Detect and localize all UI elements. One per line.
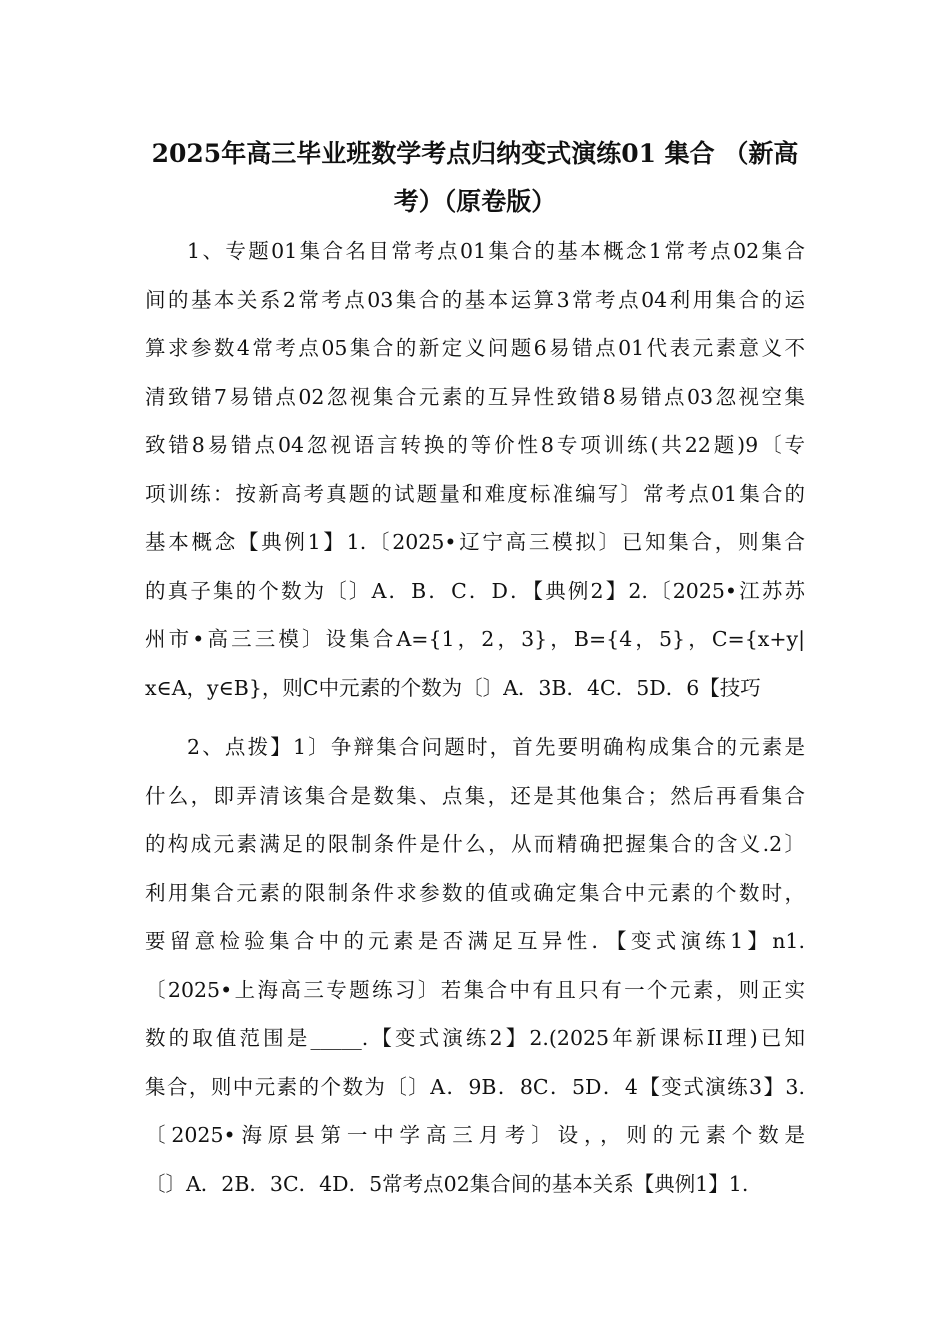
paragraph-1-line-6: 项训练：按新高考真题的试题量和难度标准编写〕常考点01集合的	[145, 481, 805, 506]
paragraph-1-line-8: 的真子集的个数为〔〕A．B．C．D．【典例2】2.〔2025•江苏苏	[145, 578, 805, 603]
paragraph-1-line-9: 州市•高三三模〕设集合A={1，2，3}，B={4，5}，C={x+y|	[145, 627, 805, 651]
paragraph-2-line-4: 利用集合元素的限制条件求参数的值或确定集合中元素的个数时，	[145, 880, 805, 905]
paragraph-2-line-9: 〔2025•海原县第一中学高三月考〕设，，则的元素个数是	[145, 1123, 805, 1147]
paragraph-2-line-5: 要留意检验集合中的元素是否满足互异性．【变式演练1】n1.	[145, 929, 805, 953]
paragraph-2-line-8: 集合，则中元素的个数为〔〕A．9B．8C．5D．4【变式演练3】3.	[145, 1074, 805, 1099]
paragraph-1-line-1: 1、专题01集合名目常考点01集合的基本概念1常考点02集合	[187, 239, 805, 263]
paragraph-1-line-2: 间的基本关系2常考点03集合的基本运算3常考点04利用集合的运	[145, 287, 805, 312]
paragraph-1-line-5: 致错8易错点04忽视语言转换的等价性8专项训练(共22题)9〔专	[145, 433, 805, 457]
paragraph-2-line-3: 的构成元素满足的限制条件是什么，从而精确把握集合的含义.2〕	[145, 832, 805, 856]
paragraph-2-line-1: 2、点拨】1〕争辩集合问题时，首先要明确构成集合的元素是	[187, 735, 805, 759]
document-title-line-1: 2025年高三毕业班数学考点归纳变式演练01 集合 （新高	[151, 139, 799, 168]
document-title-line-2: 考）（原卷版）	[393, 187, 557, 216]
paragraph-1-line-7: 基本概念【典例1】1.〔2025•辽宁高三模拟〕已知集合，则集合	[145, 530, 805, 554]
paragraph-2-line-2: 什么，即弄清该集合是数集、点集，还是其他集合；然后再看集合	[145, 783, 805, 808]
paragraph-1-line-4: 清致错7易错点02忽视集合元素的互异性致错8易错点03忽视空集	[145, 384, 805, 409]
paragraph-1-line-10: x∈A，y∈B}，则C中元素的个数为〔〕A．3B．4C．5D．6【技巧	[145, 675, 761, 700]
paragraph-2-line-7: 数的取值范围是_____.【变式演练2】2.(2025年新课标II理)已知	[145, 1026, 805, 1050]
paragraph-2-line-6: 〔2025•上海高三专题练习〕若集合中有且只有一个元素，则正实	[145, 977, 805, 1002]
paragraph-2-line-10: 〔〕A．2B．3C．4D．5常考点02集合间的基本关系【典例1】1.	[145, 1171, 749, 1196]
paragraph-1-line-3: 算求参数4常考点05集合的新定义问题6易错点01代表元素意义不	[145, 336, 805, 360]
